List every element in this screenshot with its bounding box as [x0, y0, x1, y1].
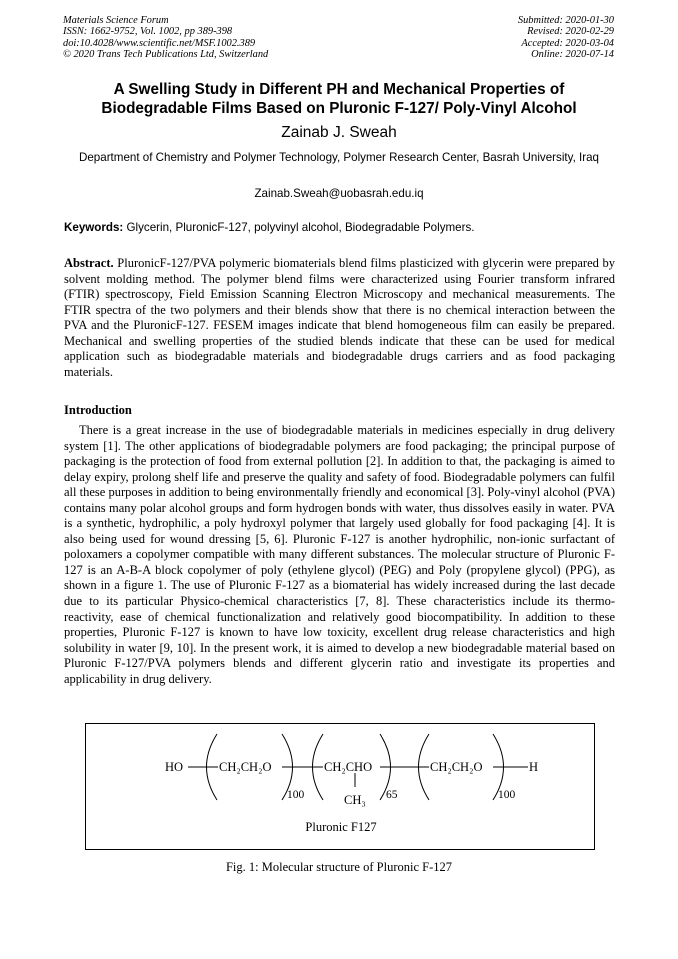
author-affiliation: Department of Chemistry and Polymer Technology, Polymer Research Center, Basrah University, Iraq: [78, 151, 599, 164]
paper-title: [40, 80, 638, 118]
pluronic-structure-diagram: [86, 724, 596, 851]
journal-header-left: [63, 15, 268, 61]
doi-line: doi:10.4028/www.scientific.net/MSF.1002.389: [63, 37, 256, 49]
repeat-count-2: 65: [386, 789, 398, 801]
keywords-label: Keywords:: [64, 221, 124, 234]
author-email: Zainab.Sweah@uobasrah.edu.iq: [254, 187, 424, 200]
title-line-1: A Swelling Study in Different PH and Mechanical Properties of: [113, 81, 565, 98]
figure-caption: Fig. 1: Molecular structure of Pluronic F-127: [225, 860, 452, 874]
methyl-branch: CH₃: [344, 793, 366, 807]
abstract-text: PluronicF-127/PVA polymeric biomaterials blend films plasticized with glycerin were prepared by solvent molding method. The polymer blend films were characterized using Fourier transform infrared (FTIR) spectroscopy, Field Emission Scanning Electron Microscopy and mechanical measurements. The FTIR spectra of the two polymers and their blends show that there is no chemical interaction between the PVA and the PluronicF-127. FESEM images indicate that blend homogeneous film can easily be prepared. Mechanical and swelling properties of the studied blends indicate that these can be used for medical application such as biodegradable materials and biodegradable drugs carriers and as food packaging materials.: [64, 256, 615, 379]
figure-1: [85, 723, 595, 850]
author-name: Zainab J. Sweah: [281, 124, 397, 141]
journal-header-right: [518, 15, 614, 61]
keywords-text: Glycerin, PluronicF-127, polyvinyl alcohol, Biodegradable Polymers.: [123, 221, 475, 234]
abstract-label: Abstract.: [64, 256, 114, 270]
keywords: [64, 220, 616, 235]
structure-label: Pluronic F127: [305, 820, 377, 834]
title-line-2: Biodegradable Films Based on Pluronic F-127/ Poly-Vinyl Alcohol: [101, 100, 577, 117]
copyright-line: © 2020 Trans Tech Publications Ltd, Switzerland: [63, 49, 269, 61]
abstract: [64, 256, 615, 380]
introduction-text: There is a great increase in the use of biodegradable materials in medicines especially in drug delivery system [1]. The other applications of biodegradable polymers are food packaging; the principal purpose of packaging is the protection of food from external pollution [2]. In addition to that, the packaging is aimed to delay expiry, prolong shelf life and preserve the quality and safety of food. Biodegradable polymers can fulfil all these purposes in addition to being environmentally friendly and economical [3]. Poly-vinyl alcohol (PVA) contains many polar alcohol groups and form hydrogen bonds with water, thus dissolves easily in water. PVA is a synthetic, hydrophilic, a poly hydroxyl polymer that largely used globally for food packaging [4]. It is also being used for wound dressing [5, 6]. Pluronic F-127 is another hydrophilic, non-ionic surfactant of poloxamers a copolymer compatible with many different substances. The molecular structure of Pluronic F-127 is an A-B-A block copolymer of poly (ethylene glycol) (PEG) and Poly (propylene glycol) (PPG), as shown in a figure 1. The use of Pluronic F-127 as a biomaterial has widely increased during the last decade due to its particular Physico-chemical characteristics [7, 8]. These characteristics include its thermo-reactivity, ease of chemical functionalization and relatively good biocompatibility. In addition to these properties, Pluronic F-127 is known to have low toxicity, excellent drug release characteristics and high solubility in water [9, 10]. In the present work, it is aimed to develop a new biodegradable material based on Pluronic F-127/PVA polymers blends and different glycerin ratio and investigate its properties and applicability in drug delivery.: [64, 423, 615, 686]
hydroxyl-end: HO: [165, 760, 184, 774]
hydrogen-end: H: [529, 760, 539, 774]
introduction-heading: Introduction: [64, 403, 132, 417]
ethylene-oxide-unit-1: CH₂CH₂O: [219, 760, 272, 774]
ethylene-oxide-unit-2: CH₂CH₂O: [430, 760, 483, 774]
repeat-count-3: 100: [498, 789, 516, 801]
issn-line: ISSN: 1662-9752, Vol. 1002, pp 389-398: [63, 26, 233, 38]
journal-name: Materials Science Forum: [63, 15, 169, 26]
online-date: Online: 2020-07-14: [531, 49, 614, 61]
accepted-date: Accepted: 2020-03-04: [521, 37, 614, 49]
revised-date: Revised: 2020-02-29: [527, 26, 614, 38]
repeat-count-1: 100: [287, 789, 305, 801]
submitted-date: Submitted: 2020-01-30: [517, 15, 614, 26]
propylene-oxide-unit: CH₂CHO: [324, 760, 373, 774]
